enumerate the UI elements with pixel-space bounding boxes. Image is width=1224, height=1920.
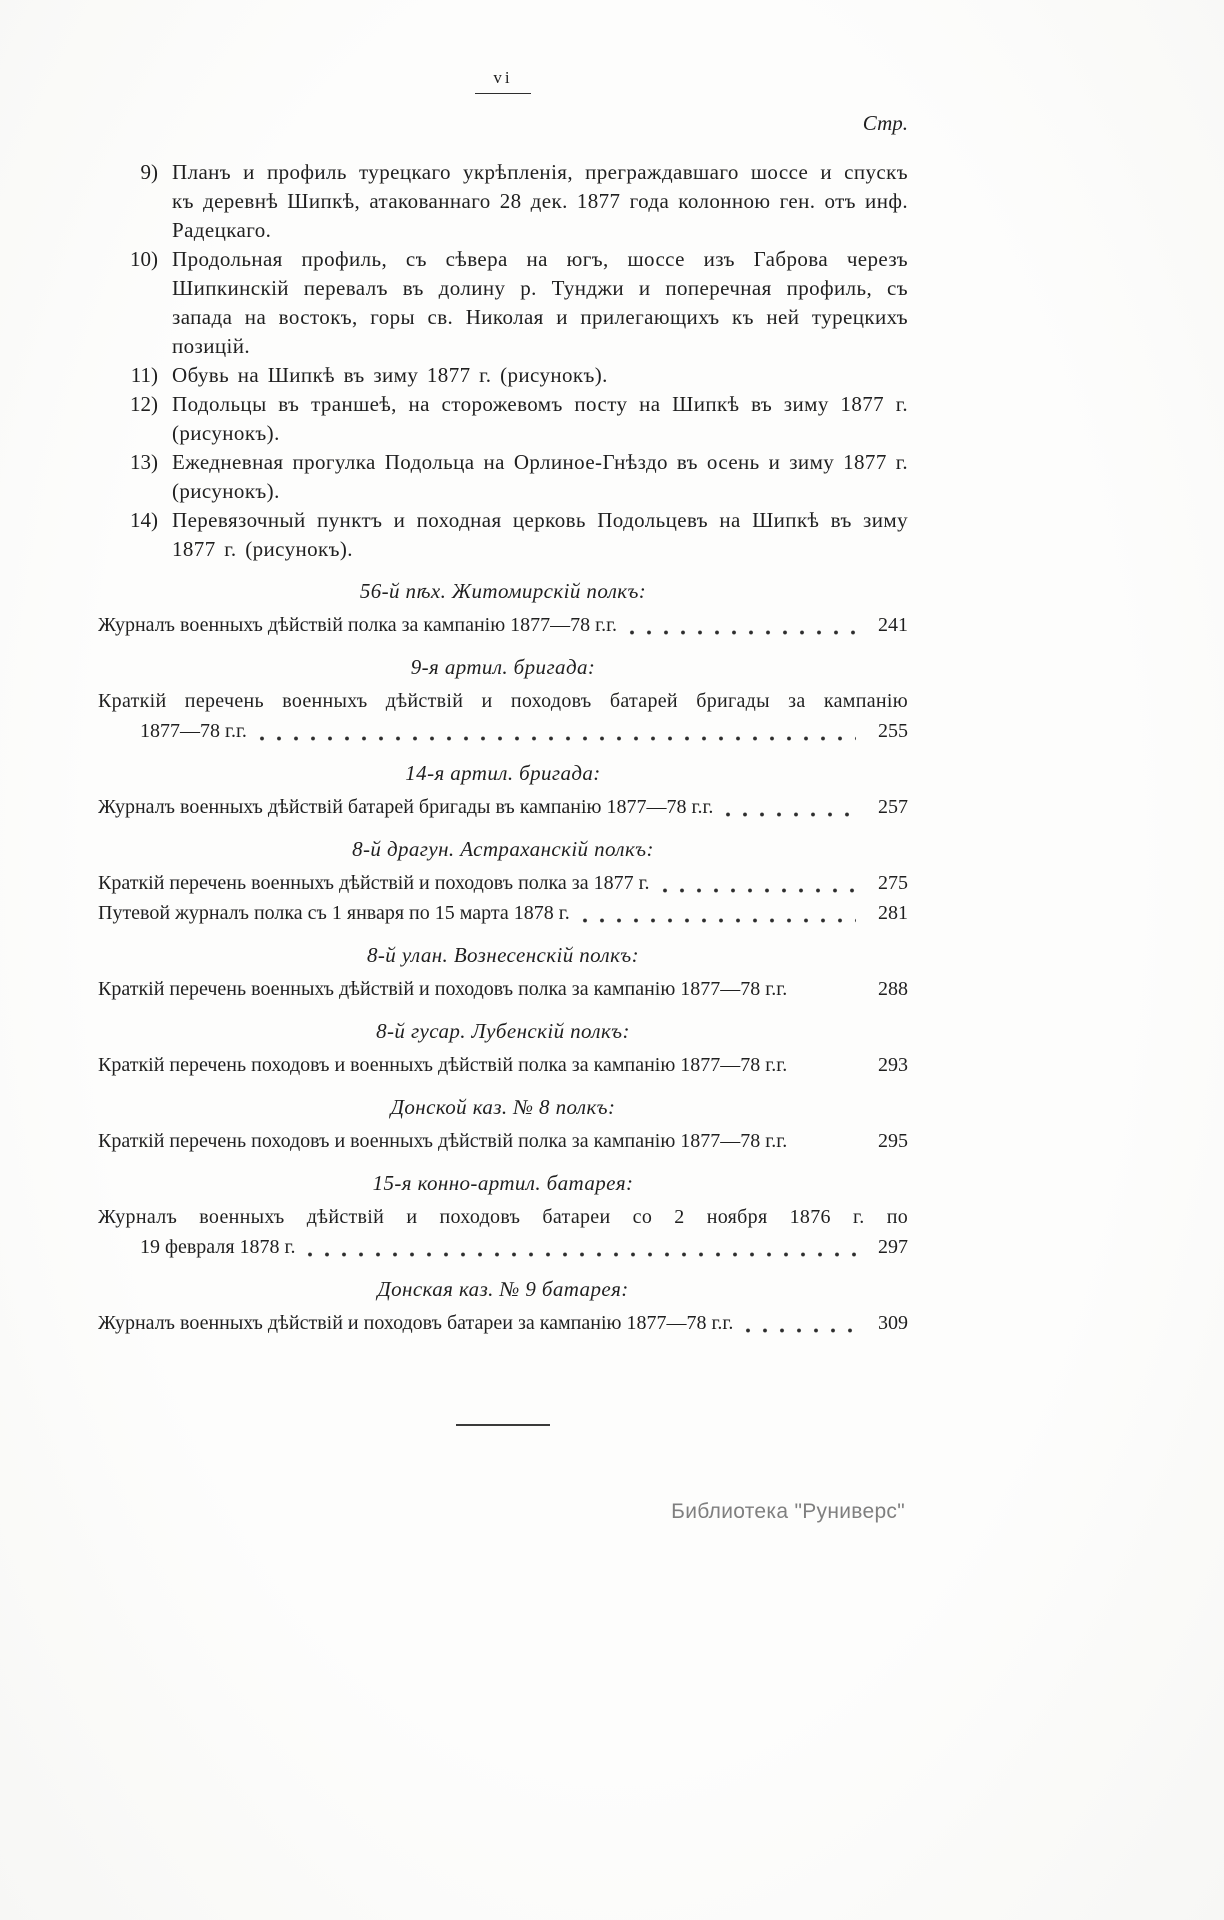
page-number-row (98, 68, 908, 94)
toc-entry-line (98, 1308, 908, 1338)
dot-leader (745, 1327, 856, 1334)
dot-leader (793, 1145, 864, 1152)
figure-item-number: 11) (130, 363, 158, 387)
toc-entry-text: Краткій перечень военныхъ дѣйствій и походовъ полка за 1877 г. (98, 872, 650, 894)
figure-list-item (98, 361, 908, 390)
toc-entry-text: Путевой журналъ полка съ 1 января по 15 марта 1878 г. (98, 902, 570, 924)
toc-entry-line: Краткій перечень военныхъ дѣйствій и походовъ батарей бригады за кампанію (98, 690, 908, 712)
toc-entry-line (98, 792, 908, 822)
figure-item-text: Ежедневная прогулка Подольца на Орлиное-Гнѣздо въ осень и зиму 1877 г. (рисунокъ). (172, 450, 908, 503)
toc-entry-text: Журналъ военныхъ дѣйствій и походовъ батареи за кампанію 1877—78 г.г. (98, 1312, 734, 1334)
toc-section (98, 576, 908, 640)
toc-section (98, 940, 908, 1004)
toc-section (98, 652, 908, 746)
toc-entry-text: Журналъ военныхъ дѣйствій полка за кампанію 1877—78 г.г. (98, 614, 618, 636)
section-heading: 14-я артил. бригада: (405, 761, 601, 785)
toc-entry-line (98, 610, 908, 640)
section-heading: Донской каз. № 8 полкъ: (390, 1095, 616, 1119)
figure-item-text: Обувь на Шипкѣ въ зиму 1877 г. (рисунокъ). (172, 363, 608, 387)
dot-leader (793, 993, 864, 1000)
toc-entry-line (98, 716, 908, 746)
section-heading: 9-я артил. бригада: (410, 655, 596, 679)
figure-list-item (98, 390, 908, 448)
toc-entry-text: 1877—78 г.г. (140, 720, 247, 742)
toc-entry-page-number: 297 (878, 1236, 908, 1258)
toc-section (98, 1092, 908, 1156)
section-heading: Донская каз. № 9 батарея: (377, 1277, 629, 1301)
section-heading: 8-й драгун. Астраханскій полкъ: (352, 837, 654, 861)
toc-section (98, 1168, 908, 1262)
figure-item-text: Подольцы въ траншеѣ, на сторожевомъ посту на Шипкѣ въ зиму 1877 г. (рисунокъ). (172, 392, 908, 445)
toc-entry-line (98, 868, 908, 898)
toc-entry-page-number: 309 (878, 1312, 908, 1334)
dot-leader (582, 917, 856, 924)
figure-item-number: 10) (130, 247, 158, 271)
toc-section (98, 1274, 908, 1338)
page-number: vi (475, 68, 530, 94)
toc-entry-line: Журналъ военныхъ дѣйствій и походовъ батареи со 2 ноября 1876 г. по (98, 1206, 908, 1228)
figure-item-text: Перевязочный пунктъ и походная церковь Подольцевъ на Шипкѣ въ зиму 1877 г. (рисунокъ). (172, 508, 908, 561)
toc-entry-text: Журналъ военныхъ дѣйствій батарей бригады въ кампанію 1877—78 г.г. (98, 796, 714, 818)
toc-sections (98, 576, 908, 1338)
figure-item-number: 13) (130, 450, 158, 474)
page-content (98, 0, 908, 1426)
toc-entry-text: Краткій перечень походовъ и военныхъ дѣйствій полка за кампанію 1877—78 г.г. (98, 1054, 788, 1076)
page-column-header: Стр. (862, 111, 908, 135)
watermark: Библиотека "Руниверс" (671, 1500, 905, 1523)
toc-entry-line (98, 1232, 908, 1262)
figure-list-item (98, 158, 908, 245)
toc-entry-page-number: 257 (878, 796, 908, 818)
dot-leader (629, 629, 856, 636)
end-rule (456, 1424, 550, 1426)
toc-entry-text: Краткій перечень походовъ и военныхъ дѣйствій полка за кампанію 1877—78 г.г. (98, 1130, 788, 1152)
toc-section (98, 758, 908, 822)
toc-entry-text: 19 февраля 1878 г. (140, 1236, 296, 1258)
figure-list-item (98, 506, 908, 564)
dot-leader (307, 1251, 856, 1258)
dot-leader (725, 811, 856, 818)
toc-entry-page-number: 281 (878, 902, 908, 924)
toc-entry-page-number: 275 (878, 872, 908, 894)
figure-list-item (98, 245, 908, 361)
section-heading: 15-я конно-артил. батарея: (372, 1171, 634, 1195)
toc-entry-line (98, 974, 908, 1004)
section-heading: 8-й гусар. Лубенскій полкъ: (376, 1019, 630, 1043)
section-heading: 56-й пѣх. Житомирскій полкъ: (359, 579, 647, 603)
toc-entry-page-number: 288 (878, 978, 908, 1000)
figure-item-number: 14) (130, 508, 158, 532)
toc-entry-text: Краткій перечень военныхъ дѣйствій и походовъ полка за кампанію 1877—78 г.г. (98, 978, 788, 1000)
figure-item-number: 12) (130, 392, 158, 416)
dot-leader (662, 887, 856, 894)
toc-section (98, 834, 908, 928)
toc-section (98, 1016, 908, 1080)
figure-item-text: Продольная профиль, съ сѣвера на югъ, шоссе изъ Габрова черезъ Шипкинскій перевалъ въ долину р. Тунджи и поперечная профиль, съ запада на востокъ, горы св. Николая и прилегающихъ къ ней турецкихъ позицій. (172, 247, 908, 358)
section-heading: 8-й улан. Вознесенскій полкъ: (367, 943, 639, 967)
toc-entry-line (98, 1050, 908, 1080)
dot-leader (793, 1069, 864, 1076)
toc-entry-page-number: 241 (878, 614, 908, 636)
toc-entry-page-number: 295 (878, 1130, 908, 1152)
toc-entry-line (98, 1126, 908, 1156)
figure-list-item (98, 448, 908, 506)
figure-list (98, 158, 908, 564)
toc-entry-line (98, 898, 908, 928)
toc-entry-page-number: 293 (878, 1054, 908, 1076)
figure-item-text: Планъ и профиль турецкаго укрѣпленія, преграждавшаго шоссе и спускъ къ деревнѣ Шипкѣ, атакованнаго 28 дек. 1877 года колонною ген. отъ инф. Радецкаго. (172, 160, 908, 242)
dot-leader (259, 735, 856, 742)
figure-item-number: 9) (140, 160, 158, 184)
toc-entry-page-number: 255 (878, 720, 908, 742)
